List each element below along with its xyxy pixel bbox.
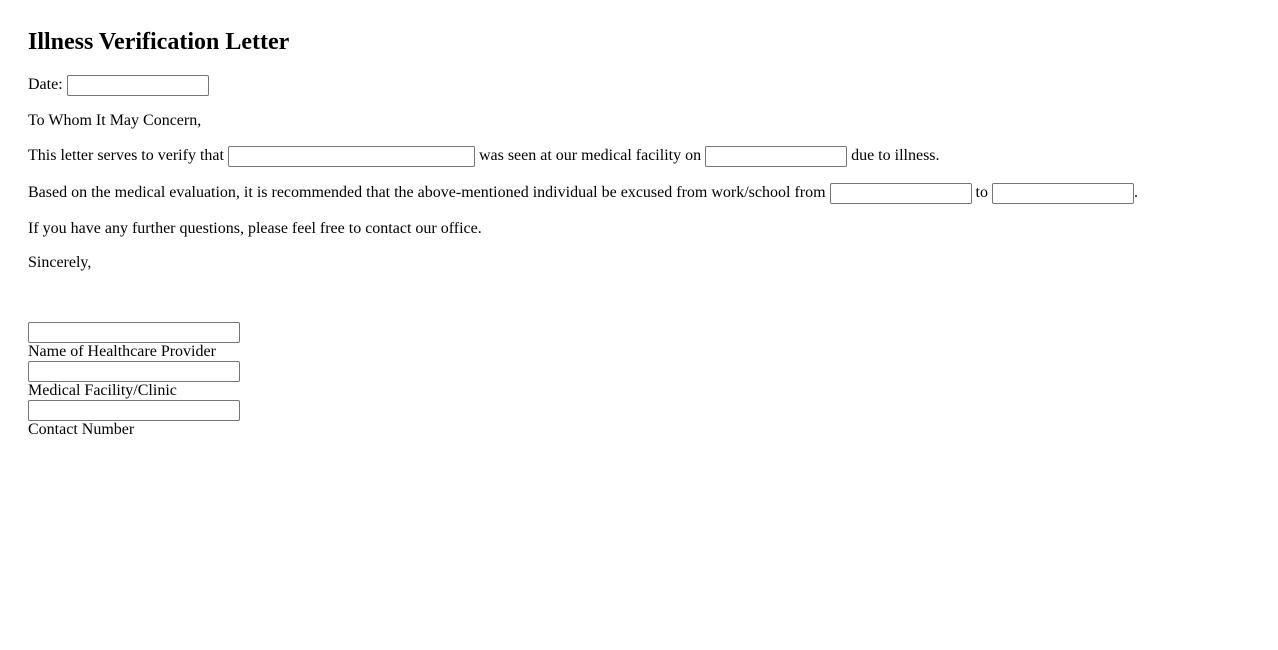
verify-middle-text: was seen at our medical facility on xyxy=(478,147,702,164)
contact-note: If you have any further questions, please feel free to contact our office. xyxy=(28,220,482,237)
facility-label: Medical Facility/Clinic xyxy=(28,382,177,399)
excuse-from-date-input[interactable] xyxy=(830,183,972,204)
contact-number-input[interactable] xyxy=(28,400,240,421)
verify-sentence xyxy=(28,145,940,167)
contact-number-label: Contact Number xyxy=(28,421,135,438)
facility-input[interactable] xyxy=(28,361,240,382)
provider-name-input[interactable] xyxy=(28,322,240,343)
excuse-to-text: to xyxy=(975,184,988,201)
date-row xyxy=(28,74,209,96)
date-label: Date: xyxy=(28,76,63,93)
closing: Sincerely, xyxy=(28,254,92,271)
signature-block xyxy=(28,322,240,439)
provider-name-label: Name of Healthcare Provider xyxy=(28,343,216,360)
greeting: To Whom It May Concern, xyxy=(28,112,202,129)
excuse-suffix-text: . xyxy=(1134,184,1138,201)
excuse-prefix-text: Based on the medical evaluation, it is recommended that the above-mentioned individual be excused from work/school from xyxy=(28,184,826,201)
page-title: Illness Verification Letter xyxy=(28,29,290,55)
date-input[interactable] xyxy=(67,75,209,96)
excuse-sentence xyxy=(28,182,1138,204)
verify-prefix-text: This letter serves to verify that xyxy=(28,147,224,164)
excuse-to-date-input[interactable] xyxy=(992,183,1134,204)
verify-suffix-text: due to illness. xyxy=(851,147,940,164)
patient-name-input[interactable] xyxy=(228,146,475,167)
visit-date-input[interactable] xyxy=(705,146,847,167)
